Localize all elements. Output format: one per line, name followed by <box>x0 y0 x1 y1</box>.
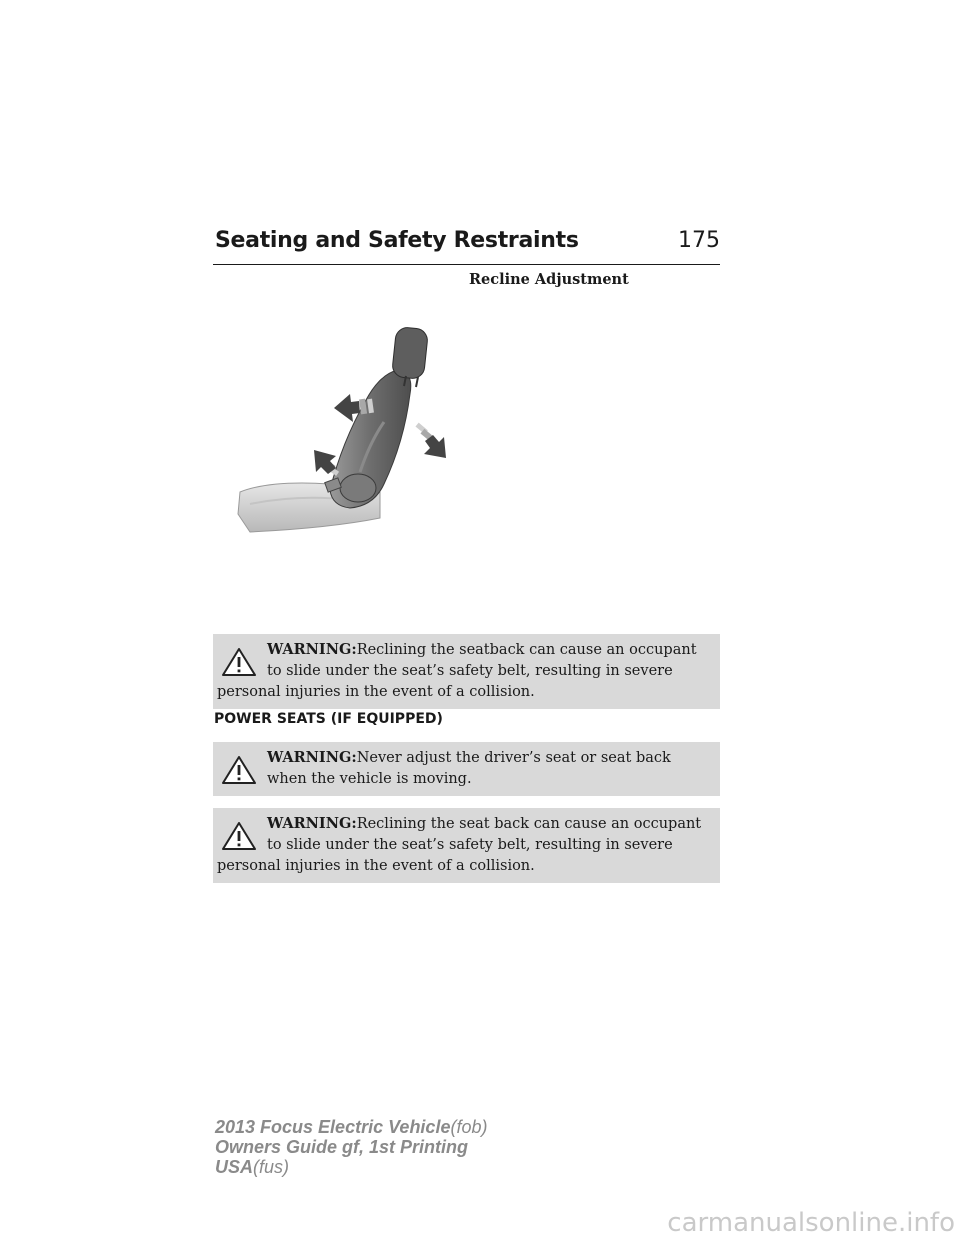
arrow-down-right-icon <box>415 423 446 458</box>
warning-triangle-icon <box>221 821 257 851</box>
warning-label: WARNING: <box>267 815 357 832</box>
arrow-up-left-icon <box>314 450 339 476</box>
warning-text: Never adjust the driver’s seat or seat back when the vehicle is moving. <box>267 750 671 787</box>
section-heading: POWER SEATS (IF EQUIPPED) <box>214 711 443 727</box>
warning-text: Reclining the seat back can cause an occupant to slide under the seat’s safety belt, resulting in severe personal injuries in the event of a collision. <box>217 816 702 874</box>
warning-triangle-icon <box>221 647 257 677</box>
header-title: Seating and Safety Restraints <box>215 228 579 253</box>
footer-vehicle: 2013 Focus Electric Vehicle <box>215 1117 451 1137</box>
seat-recline-illustration <box>230 322 450 542</box>
footer-line-1 <box>215 1117 487 1137</box>
footer-line-2 <box>215 1137 487 1157</box>
warning-box-seat-back <box>213 808 720 883</box>
page-number: 175 <box>678 228 720 253</box>
footer-line-3 <box>215 1157 487 1177</box>
warning-label: WARNING: <box>267 641 357 658</box>
recline-subheading: Recline Adjustment <box>469 271 629 288</box>
warning-triangle-icon <box>221 755 257 785</box>
watermark: carmanualsonline.info <box>667 1208 955 1238</box>
footer-market: USA <box>215 1157 254 1177</box>
warning-box-driver-seat <box>213 742 720 796</box>
warning-text: Reclining the seatback can cause an occupant to slide under the seat’s safety belt, resulting in severe personal injuries in the event of a collision. <box>217 642 697 700</box>
footer-printing-info <box>215 1117 487 1177</box>
footer-vehicle-code: (fob) <box>450 1117 488 1137</box>
warning-box-recline <box>213 634 720 709</box>
footer-guide: Owners Guide gf, 1st Printing <box>215 1137 469 1157</box>
warning-label: WARNING: <box>267 749 357 766</box>
page-header <box>213 226 720 265</box>
footer-market-code: (fus) <box>253 1157 290 1177</box>
